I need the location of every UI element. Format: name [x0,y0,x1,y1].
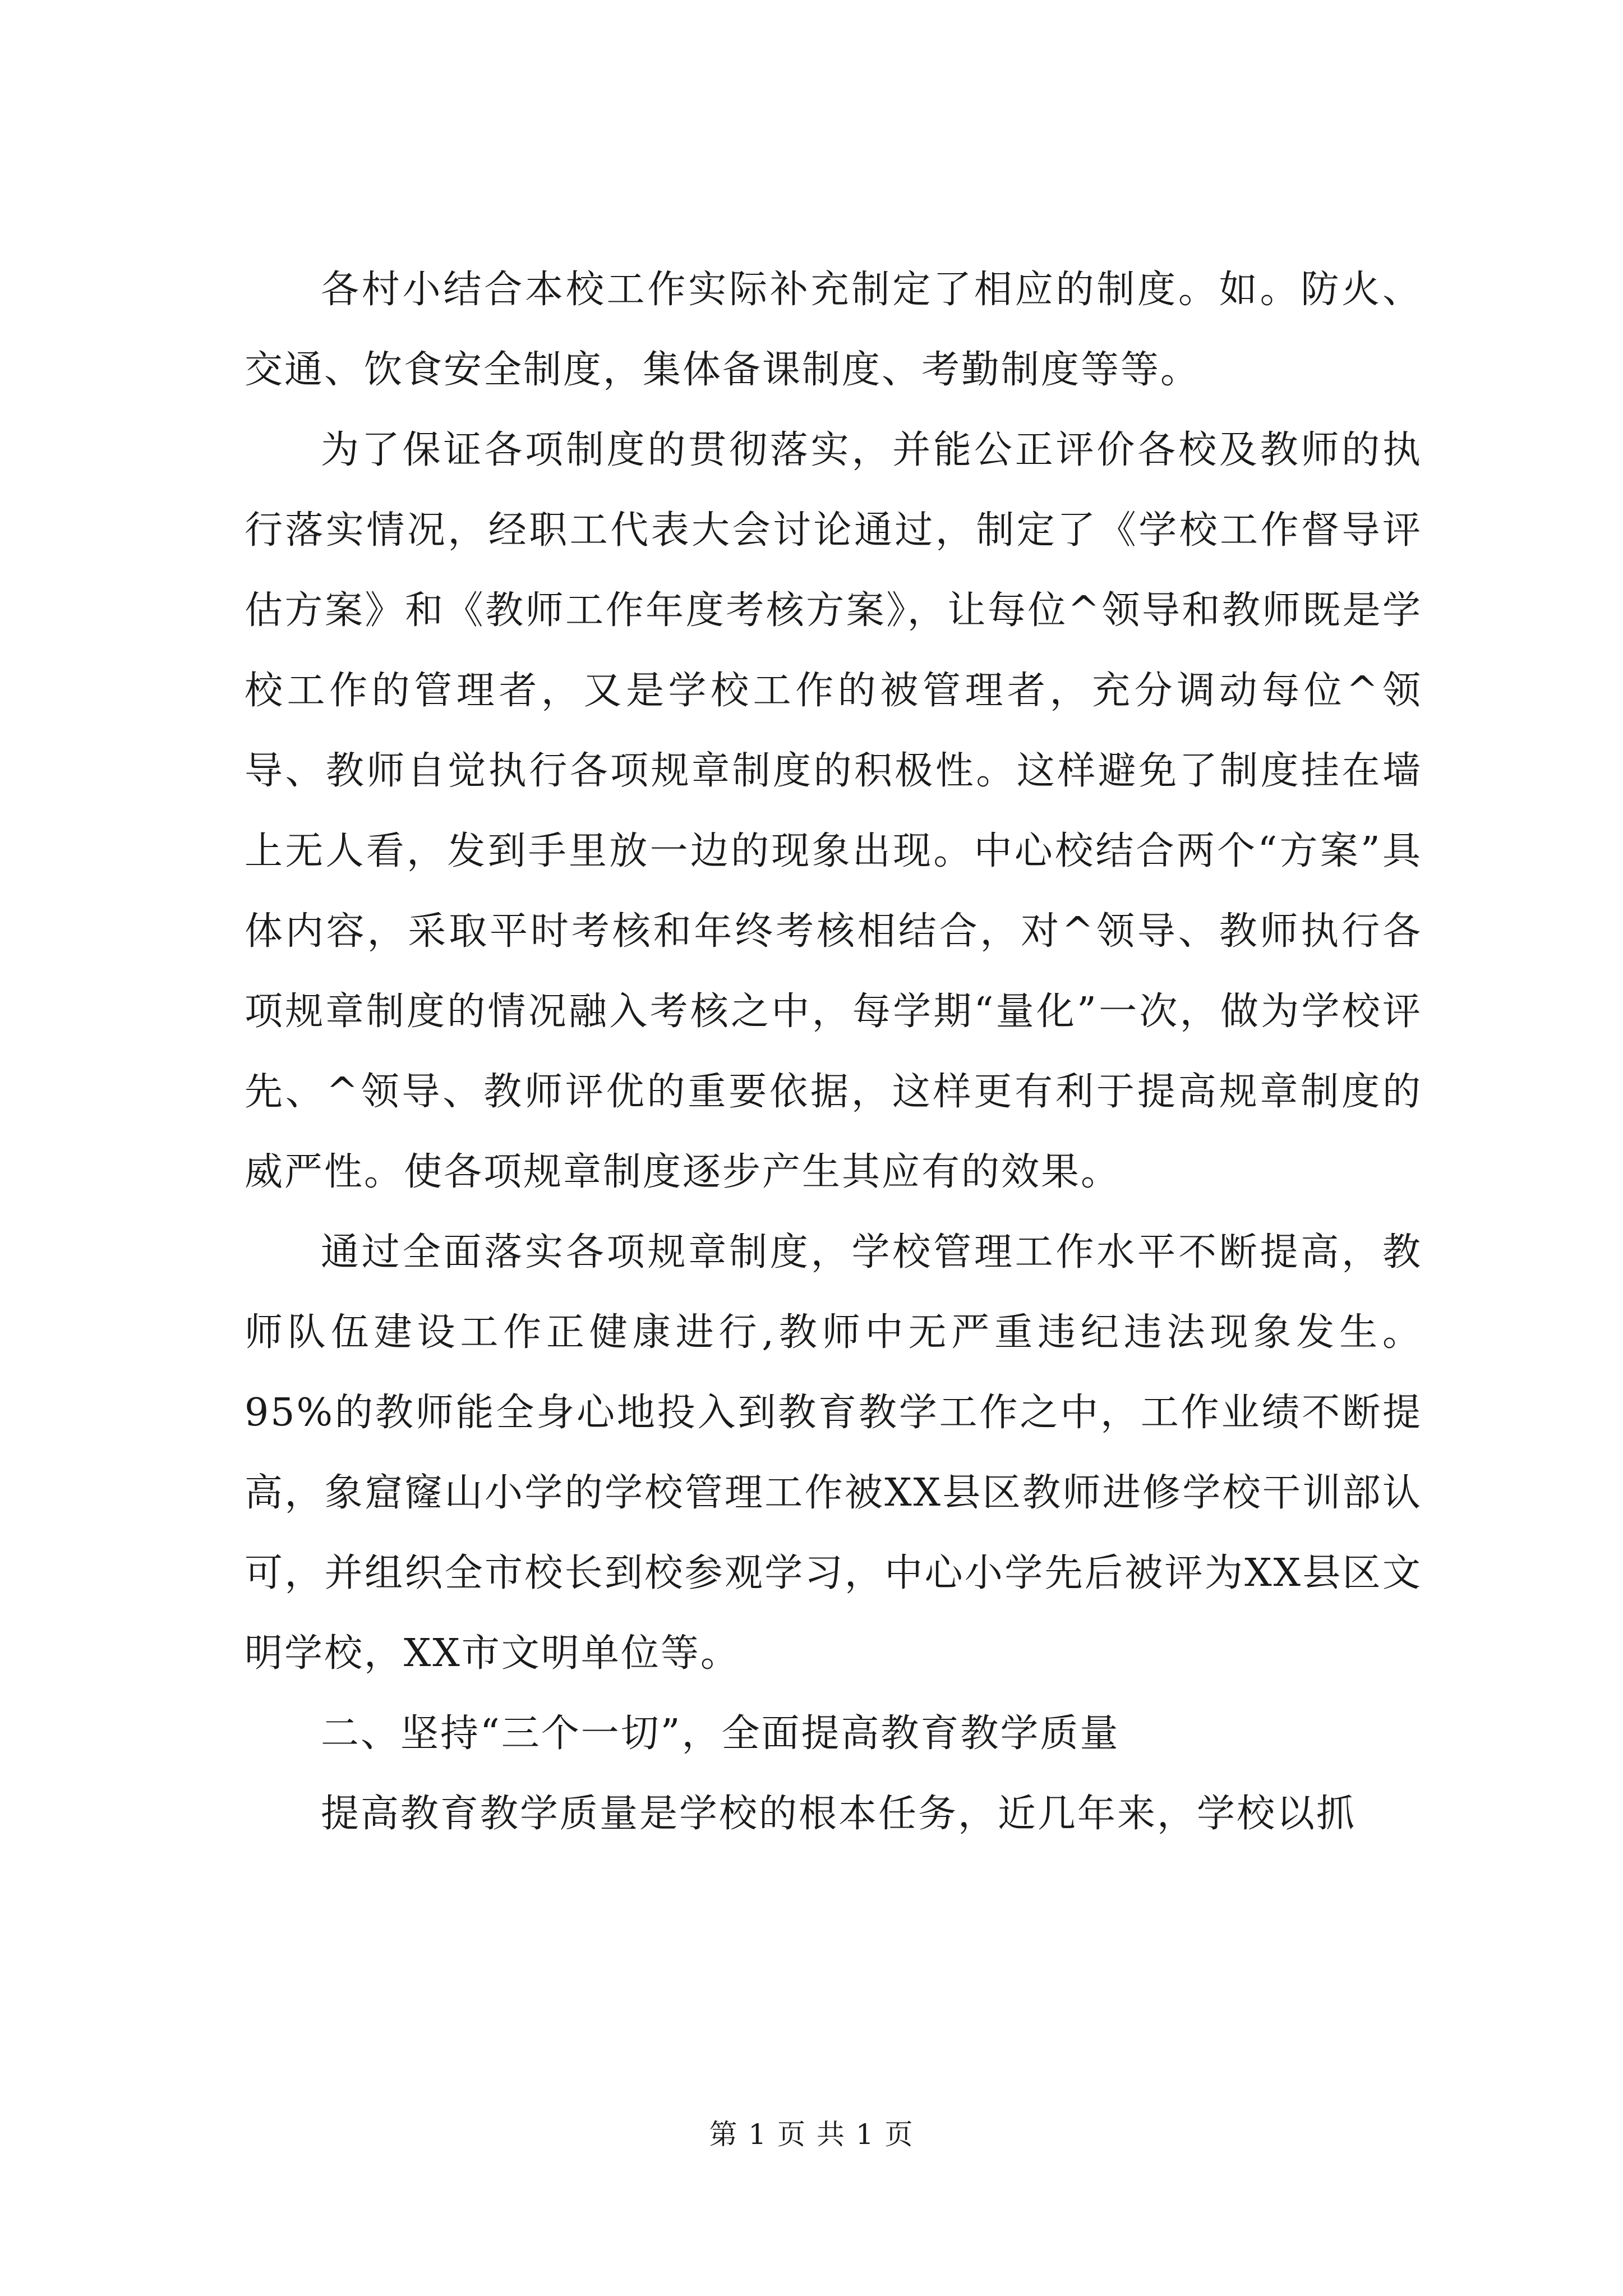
paragraph-3: 通过全面落实各项规章制度，学校管理工作水平不断提高，教师队伍建设工作正健康进行,教师中无严重违纪违法现象发生。95%的教师能全身心地投入到教育教学工作之中，工作业绩不断提高，象窟窿山小学的学校管理工作被XX县区教师进修学校干训部认可，并组织全市校长到校参观学习，中心小学先后被评为XX县区文明学校，XX市文明单位等。 [245,1230,1422,1676]
paragraph-4: 提高教育教学质量是学校的根本任务，近几年来，学校以抓 [321,1792,1357,1836]
page-footer: 第 1 页 共 1 页 [709,2118,914,2151]
section-heading: 二、坚持“三个一切”，全面提高教育教学质量 [321,1711,1120,1756]
paragraph-2: 为了保证各项制度的贯彻落实，并能公正评价各校及教师的执行落实情况，经职工代表大会讨论通过，制定了《学校工作督导评估方案》和《教师工作年度考核方案》，让每位^领导和教师既是学校工作的管理者，又是学校工作的被管理者，充分调动每位^领导、教师自觉执行各项规章制度的积极性。这样避免了制度挂在墙上无人看，发到手里放一边的现象出现。中心校结合两个“方案”具体内容，采取平时考核和年终考核相结合，对^领导、教师执行各项规章制度的情况融入考核之中，每学期“量化”一次，做为学校评先、^领导、教师评优的重要依据，这样更有利于提高规章制度的威严性。使各项规章制度逐步产生其应有的效果。 [245,428,1422,1194]
document-body [245,250,1422,1854]
paragraph-1: 各村小结合本校工作实际补充制定了相应的制度。如。防火、交通、饮食安全制度，集体备课制度、考勤制度等等。 [245,268,1422,392]
